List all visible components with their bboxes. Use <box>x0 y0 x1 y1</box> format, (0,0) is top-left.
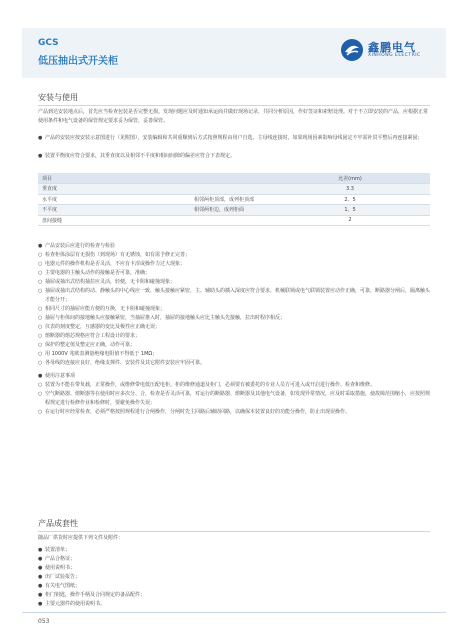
bullet-mark: ● <box>38 601 43 607</box>
check-item <box>38 341 432 350</box>
check-item-text: 抽屉或抽出式结构抽拉应灵活，轻便，无卡阻和碰撞现象； <box>45 279 176 285</box>
check-item-text: 保护的整定值及整定应正确，动作可靠； <box>45 342 136 348</box>
table-cell: 3.3 <box>270 184 430 195</box>
check-item-text: 抽屉或抽出式结构的动、静触头的中心线应一致，触头接触应紧密，主、辅助头的插入深度应符合要求，机械联锁或电气联锁装置应动作正确，可靠，断路器分闸后，隔离触头才能分开； <box>45 288 431 303</box>
table-cell: 垂直度 <box>38 184 190 195</box>
install-intro: 产品到达安装地点后，首先应当检查包装是否完整无损。发现问题应及时通知承运商并做好现场记录，共同分析原因，作好签证和索赔处理。对于不立即安装的产品，应根据正常使用条件和电气设备的保管规定要求妥为保管，妥善保管。 <box>38 109 429 124</box>
table-cell: 水平度 <box>38 194 190 205</box>
bullet-mark: ○ <box>38 279 43 285</box>
logo-text-en: XINHONG ELECTRIC <box>368 53 421 58</box>
document-item-text: 有关电气图纸； <box>45 583 81 589</box>
check-item <box>38 390 432 407</box>
check-item <box>38 278 432 287</box>
check-item-text: 熔断器的熔芯规格应符合工程设计的要求； <box>45 333 141 339</box>
check-item <box>38 242 432 251</box>
check-item-text: 检查柜体涂层有无损伤（到现场）有无锈蚀，如有需予修正完善； <box>45 252 191 258</box>
company-logo <box>340 38 440 64</box>
check-item-text: 空气断路器、熔断器等在使用时应多次分、合，检查是否灵活可靠，对运行的断路器、熔断器及其他电气设备，如发现异常情况，应及时采取措施，使故障范围缩小，应按照规程规定进行检修作业和检修时，要避免操作失误； <box>45 391 431 406</box>
bullet-mark: ● <box>38 243 43 249</box>
table-cell: 盘间接缝 <box>38 215 190 226</box>
check-item-text: 抽屉与柜体间的接地触头应接触紧密，当抽屉推入时，抽屉的接地触头应比主触头先接触，拉出时程序相反； <box>45 315 286 321</box>
check-item-text: 仪表的刻度整定，互感器的变比及极性应正确无误； <box>45 324 161 330</box>
check-item <box>38 323 432 332</box>
bullet-mark: ○ <box>38 306 43 312</box>
product-model: GCS <box>38 38 59 48</box>
bullet-mark: ● <box>38 556 43 562</box>
check-item-text: 各母线的连接应良好，绝缘支撑件、安装件及其它附件安装应牢固可靠。 <box>45 360 206 366</box>
check-item <box>38 314 432 323</box>
bullet-mark: ● <box>38 574 43 580</box>
table-header-row <box>38 173 430 184</box>
footer-divider <box>22 612 446 613</box>
document-item <box>38 582 432 591</box>
check-item-text: 装置为不能在带负载，正常操作，或维修带电低压配电柜。柜的维修通道及柜门，必须要有被委托的专业人员方可进入或开启进行操作、检查和维修。 <box>45 382 376 388</box>
document-item-text: 装置清单； <box>45 547 71 553</box>
section-title-install: 安装与使用 <box>38 93 78 102</box>
bullet-mark: ○ <box>38 270 43 276</box>
document-item <box>38 591 432 600</box>
check-item-text: 产品安装后应进行的检查与检验 <box>45 243 116 249</box>
check-item <box>38 260 432 269</box>
product-name: 低压抽出式开关柜 <box>38 56 118 67</box>
install-bullet: ● 产品的安装应按安装示意图进行（见附图），安装编辑和共同重顺到后方式按照规程由用户自选，主母线连接时，如果现场因素影响母线固定不牢需补贯平整后再连接紧固； <box>38 135 423 141</box>
table-cell: 2 <box>270 215 430 226</box>
document-item-text: 主要元器件的使用说明书。 <box>45 601 106 607</box>
page-number: 053 <box>38 618 50 625</box>
document-item-text: 产品合格证； <box>45 556 76 562</box>
bullet-mark: ○ <box>38 351 43 357</box>
check-item-text: 主要电器的主触头动作的接触是否可靠，准确； <box>45 270 151 276</box>
document-item-text: 柜门钥匙，操作手柄及合同规定的备品配件； <box>45 592 146 598</box>
document-item <box>38 573 432 582</box>
completeness-intro: 随品厂供货时应提供下列文件及附件： <box>38 535 124 541</box>
logo-mark-icon <box>340 38 364 62</box>
table-cell <box>190 215 270 226</box>
logo-text-cn: 鑫鹏电气 <box>368 41 416 54</box>
check-item <box>38 332 432 341</box>
check-item <box>38 287 432 304</box>
table-row <box>38 194 430 205</box>
bullet-mark: ○ <box>38 391 43 397</box>
bullet-mark: ● <box>38 547 43 553</box>
bullet-mark: ○ <box>38 342 43 348</box>
bullet-mark: ○ <box>38 288 43 294</box>
table-row <box>38 215 430 226</box>
document-item <box>38 555 432 564</box>
check-item <box>38 408 432 417</box>
document-item <box>38 546 432 555</box>
install-bullet: ● 装置平衡度应符合要求，其垂直度以及相邻不平度和相间间隙的偏差应符合下表规定。 <box>38 153 236 159</box>
install-bullet-text: 装置平衡度应符合要求，其垂直度以及相邻不平度和相间间隙的偏差应符合下表规定。 <box>45 153 236 159</box>
check-item <box>38 372 432 381</box>
table-header-cell: 项目 <box>38 173 190 184</box>
table-row <box>38 205 430 216</box>
table-header-cell <box>190 173 270 184</box>
bullet-mark: ○ <box>38 315 43 321</box>
bullet-mark: ○ <box>38 409 43 415</box>
check-item <box>38 305 432 314</box>
check-item-text: 在运行时应经常检查，必须严格按照规程进行合闸操作，分闸时先主回路后辅助回路，以确保本装置良好的功能分操作，防止出现误操作。 <box>45 409 351 415</box>
table-header-cell: 允差(mm) <box>270 173 430 184</box>
table-cell <box>190 184 270 195</box>
table-row <box>38 184 430 195</box>
bullet-mark: ● <box>38 592 43 598</box>
bullet-mark: ○ <box>38 333 43 339</box>
check-item-text: 使用注意事项 <box>45 373 76 379</box>
check-item-text: 电器元件的操作机构是否灵活，不应有卡涩或操作力过大现象； <box>45 261 186 267</box>
document-item <box>38 564 432 573</box>
table-cell: 相邻两柜顶部，成列柜顶部 <box>190 194 270 205</box>
check-item <box>38 269 432 278</box>
install-bullet-text: 产品的安装应按安装示意图进行（见附图），安装编辑和共同重顺到后方式按照规程由用户自选，主母线连接时，如果现场因素影响母线固定不牢需补贯平整后再连接紧固； <box>45 135 423 141</box>
document-item-text: 出厂试验报告； <box>45 574 81 580</box>
check-item <box>38 359 432 368</box>
section-title-completeness: 产品成套性 <box>38 519 78 528</box>
bullet-mark: ○ <box>38 382 43 388</box>
bullet-mark: ○ <box>38 252 43 258</box>
bullet-mark: ● <box>38 565 43 571</box>
bullet-mark: ○ <box>38 360 43 366</box>
table-cell: 相邻两柜边，成列柜面 <box>190 205 270 216</box>
bullet-mark: ● <box>38 583 43 589</box>
check-item-text: 相同尺寸的抽屉应能方便的互换，无卡阻和碰撞现象； <box>45 306 166 312</box>
table-cell: 2、5 <box>270 194 430 205</box>
tolerance-table <box>38 173 430 226</box>
bullet-mark: ○ <box>38 261 43 267</box>
table-cell: 1、5 <box>270 205 430 216</box>
document-item-text: 使用说明书； <box>45 565 76 571</box>
check-item <box>38 251 432 260</box>
bullet-mark: ○ <box>38 324 43 330</box>
document-item <box>38 600 432 609</box>
bullet-mark: ● <box>38 373 43 379</box>
check-item <box>38 350 432 359</box>
table-cell: 不平度 <box>38 205 190 216</box>
check-item <box>38 381 432 390</box>
check-item-text: 用 1000V 兆欧表测量绝缘电阻值不得低于 1MΩ； <box>45 351 158 357</box>
